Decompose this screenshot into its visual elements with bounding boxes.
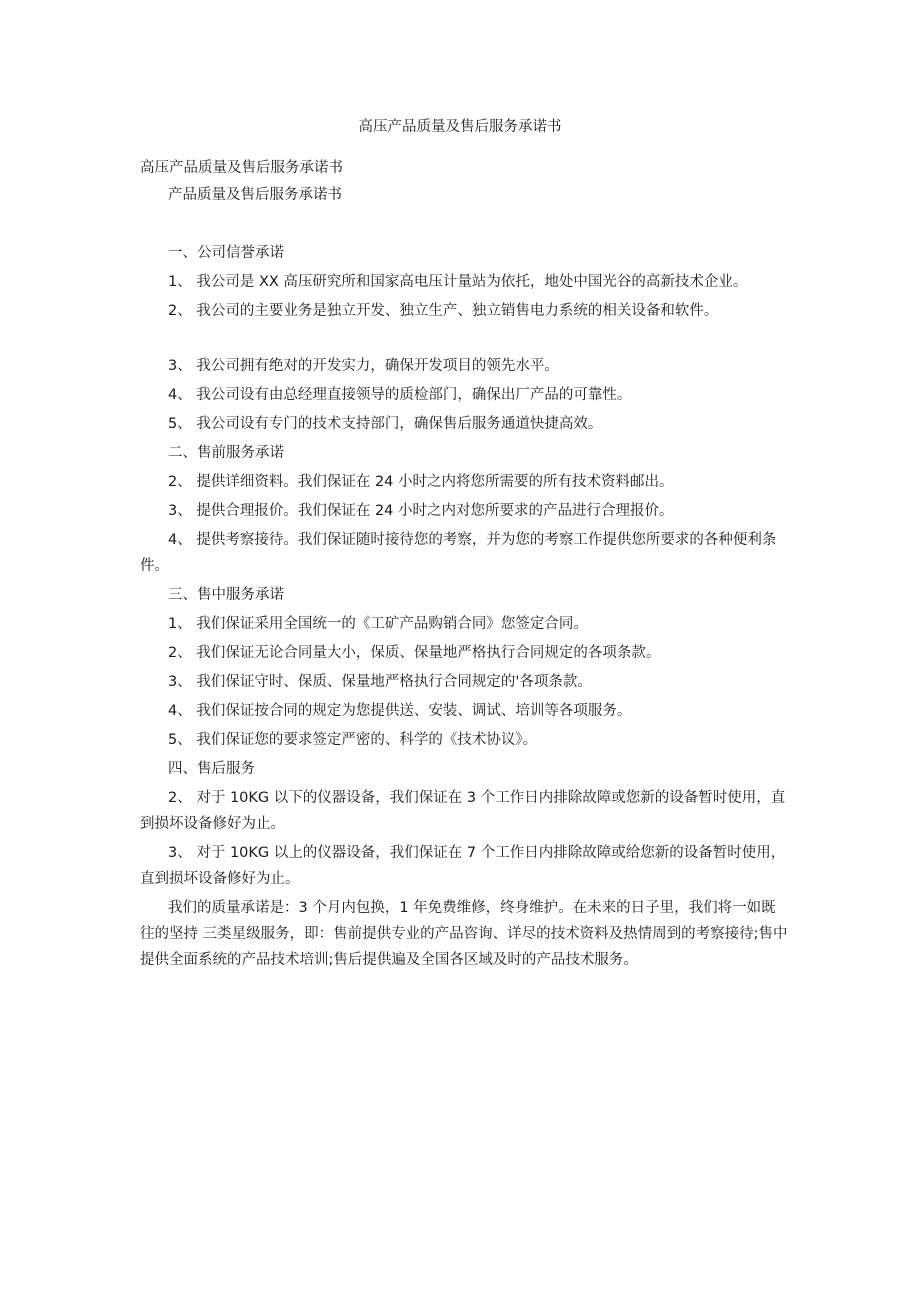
closing-paragraph: 我们的质量承诺是：3 个月内包换，1 年免费维修，终身维护。在未来的日子里，我们将一如既往的坚持 三类星级服务，即：售前提供专业的产品咨询、详尽的技术资料及热情周到的考察接待;售中提供全面系统的产品技术培训;售后提供遍及全国各区域及时的产品技术服务。 (140, 900, 788, 968)
spacer (140, 327, 790, 353)
section-title-credit: 一、公司信誉承诺 (168, 245, 284, 261)
list-item: 4、 我公司设有由总经理直接领导的质检部门，确保出厂产品的可靠性。 (168, 387, 632, 403)
list-item: 5、 我公司设有专门的技术支持部门，确保售后服务通道快捷高效。 (168, 416, 603, 432)
list-item: 3、 我公司拥有绝对的开发实力，确保开发项目的领先水平。 (168, 358, 559, 374)
list-item: 1、 我公司是 XX 高压研究所和国家高电压计量站为依托，地处中国光谷的高新技术企业。 (168, 274, 748, 290)
list-item: 3、 我们保证守时、保质、保量地严格执行合同规定的'各项条款。 (168, 674, 592, 690)
list-item: 4、 提供考察接待。我们保证随时接待您的考察，并为您的考察工作提供您所要求的各种便利条件。 (140, 532, 777, 574)
document-title: 高压产品质量及售后服务承诺书 (358, 119, 562, 135)
subheading: 产品质量及售后服务承诺书 (168, 187, 342, 203)
list-item: 2、 我们保证无论合同量大小，保质、保量地严格执行合同规定的各项条款。 (168, 645, 661, 661)
section-title-presale: 二、售前服务承诺 (168, 445, 284, 461)
section-title-aftersale: 四、售后服务 (168, 761, 255, 777)
heading-repeat: 高压产品质量及售后服务承诺书 (140, 160, 343, 176)
list-item: 1、 我们保证采用全国统一的《工矿产品购销合同》您签定合同。 (168, 616, 588, 632)
document-body (140, 156, 790, 976)
spacer (140, 210, 790, 240)
list-item: 2、 对于 10KG 以下的仪器设备，我们保证在 3 个工作日内排除故障或您新的设备暂时使用，直到损坏设备修好为止。 (140, 790, 786, 832)
list-item: 3、 对于 10KG 以上的仪器设备，我们保证在 7 个工作日内排除故障或给您新的设备暂时使用，直到损坏设备修好为止。 (140, 845, 786, 887)
list-item: 2、 我公司的主要业务是独立开发、独立生产、独立销售电力系统的相关设备和软件。 (168, 303, 719, 319)
list-item: 2、 提供详细资料。我们保证在 24 小时之内将您所需要的所有技术资料邮出。 (168, 474, 674, 490)
section-title-insale: 三、售中服务承诺 (168, 587, 284, 603)
list-item: 5、 我们保证您的要求签定严密的、科学的《技术协议》。 (168, 732, 538, 748)
list-item: 3、 提供合理报价。我们保证在 24 小时之内对您所要求的产品进行合理报价。 (168, 503, 674, 519)
list-item: 4、 我们保证按合同的规定为您提供送、安装、调试、培训等各项服务。 (168, 703, 632, 719)
